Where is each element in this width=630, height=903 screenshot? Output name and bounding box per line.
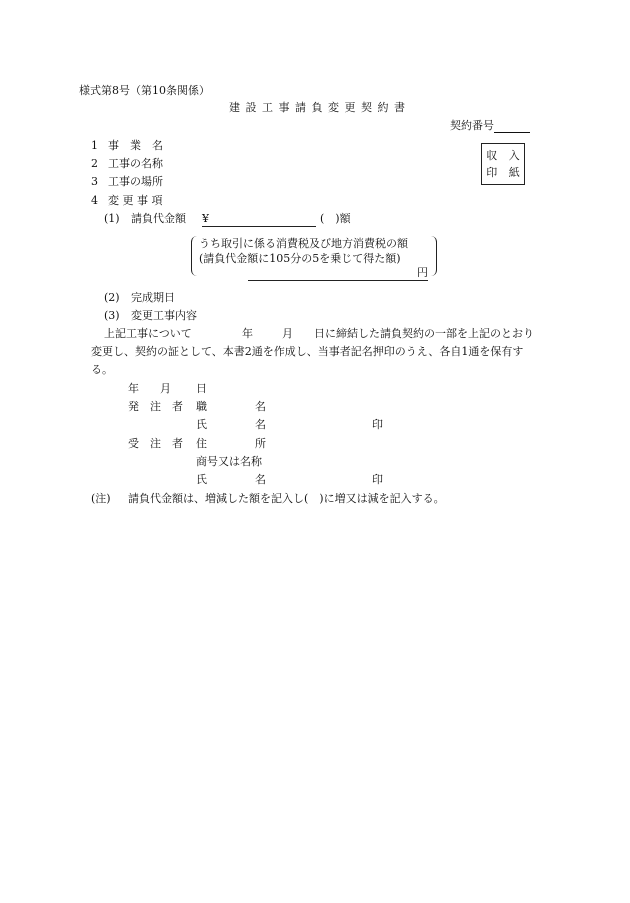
orderer-label: 発 注 者	[128, 400, 183, 413]
stamp-line-2: 印 紙	[486, 166, 524, 179]
contract-number-blank	[494, 132, 530, 133]
sub-item-3-label: 変更工事内容	[131, 309, 197, 322]
sub-item-2-num: (2)	[104, 291, 120, 304]
body-line-2: 変更し、契約の証として、本書2通を作成し、当事者記名押印のうえ、各自1通を保有す	[91, 345, 524, 358]
orderer-name-b: 名	[255, 418, 266, 431]
tax-unit: 円	[417, 266, 428, 279]
orderer-seal: 印	[372, 418, 383, 431]
item-3-label: 工事の場所	[108, 175, 163, 188]
contract-number	[450, 119, 530, 133]
body-line-1b: 日に締結した請負契約の一部を上記のとおり	[314, 327, 534, 340]
contractor-trade-name: 商号又は名称	[196, 455, 262, 468]
contractor-name-b: 名	[255, 473, 266, 486]
orderer-position-b: 名	[255, 400, 266, 413]
date-month: 月	[160, 382, 171, 395]
yen-sign: ¥	[202, 212, 209, 225]
note-label: (注)	[91, 492, 111, 505]
item-3	[91, 175, 163, 189]
sub-item-3-num: (3)	[104, 309, 120, 322]
contractor-seal: 印	[372, 473, 383, 486]
contractor-address-b: 所	[255, 437, 266, 450]
item-2-num: 2	[91, 157, 98, 170]
note-text: 請負代金額は、増減した額を記入し( )に増又は減を記入する。	[128, 492, 445, 505]
item-4-num: 4	[91, 194, 98, 207]
sub-item-2-label: 完成期日	[131, 291, 175, 304]
tax-note-line-1: うち取引に係る消費税及び地方消費税の額	[199, 237, 408, 250]
item-1	[91, 139, 163, 153]
item-4	[91, 194, 163, 208]
contractor-label: 受 注 者	[128, 437, 183, 450]
date-year: 年	[128, 382, 139, 395]
body-line-3: る。	[91, 363, 113, 376]
orderer-name-a: 氏	[196, 418, 207, 431]
contract-number-label: 契約番号	[450, 119, 494, 132]
form-number: 様式第8号（第10条関係）	[79, 84, 210, 97]
sub-item-1-label: 請負代金額	[131, 212, 186, 225]
item-2-label: 工事の名称	[108, 157, 163, 170]
item-2	[91, 157, 163, 171]
item-3-num: 3	[91, 175, 98, 188]
date-day: 日	[196, 382, 207, 395]
tax-amount-underline	[248, 280, 428, 281]
document-title: 建 設 工 事 請 負 変 更 契 約 書	[229, 101, 406, 114]
item-1-num: 1	[91, 139, 98, 152]
orderer-position-a: 職	[196, 400, 207, 413]
increase-decrease-field: ( )額	[320, 212, 351, 225]
contractor-address-a: 住	[196, 437, 207, 450]
contractor-name-a: 氏	[196, 473, 207, 486]
tax-note-line-2: (請負代金額に105分の5を乗じて得た額)	[199, 252, 401, 265]
stamp-line-1: 収 入	[486, 149, 524, 162]
item-1-label: 事 業 名	[108, 139, 163, 152]
revenue-stamp-box	[481, 143, 525, 185]
sub-item-1-num: (1)	[104, 212, 120, 225]
body-line-1-year: 年	[242, 327, 253, 340]
body-line-1a: 上記工事について	[104, 327, 192, 340]
amount-underline	[202, 226, 316, 227]
body-line-1-month: 月	[282, 327, 293, 340]
item-4-label: 変 更 事 項	[108, 194, 163, 207]
